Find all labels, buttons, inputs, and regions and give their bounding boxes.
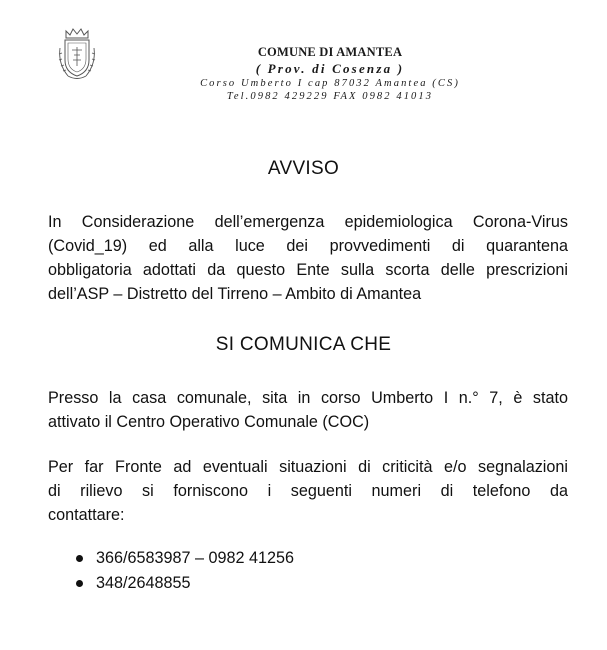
phone-number-list xyxy=(72,546,294,596)
contact-line: Per far Fronte ad eventuali situazioni di criticità e/o segnalazioni xyxy=(48,458,568,476)
coc-paragraph xyxy=(48,386,568,434)
contact-line: contattare: xyxy=(48,506,125,524)
address-line: Corso Umberto I cap 87032 Amantea (CS) xyxy=(200,78,460,89)
province-line: ( Prov. di Cosenza ) xyxy=(255,61,405,76)
notice-title: AVVISO xyxy=(267,158,340,179)
bullet-icon xyxy=(76,580,83,587)
intro-line: In Considerazione dell’emergenza epidemiologica Corona-Virus xyxy=(48,213,568,231)
phone-number: 348/2648855 xyxy=(96,574,191,592)
contact-line: di rilievo si forniscono i seguenti numeri di telefono da xyxy=(48,482,568,500)
letterhead xyxy=(160,44,500,103)
phone-fax-line: Tel.0982 429229 FAX 0982 41013 xyxy=(226,91,434,102)
municipal-coat-of-arms-icon xyxy=(54,26,100,84)
list-item xyxy=(72,571,294,596)
contact-paragraph xyxy=(48,455,568,527)
bullet-icon xyxy=(76,555,83,562)
municipality-name: COMUNE DI AMANTEA xyxy=(257,45,403,59)
intro-line: (Covid_19) ed alla luce dei provvedimenti di quarantena xyxy=(48,237,568,255)
phone-number: 366/6583987 – 0982 41256 xyxy=(96,549,295,567)
coc-line: attivato il Centro Operativo Comunale (COC) xyxy=(48,413,370,431)
list-item xyxy=(72,546,294,571)
notice-subtitle: SI COMUNICA CHE xyxy=(215,334,392,355)
intro-line: obbligatoria adottati da questo Ente sulla scorta delle prescrizioni xyxy=(48,261,568,279)
intro-paragraph xyxy=(48,210,568,306)
intro-line: dell’ASP – Distretto del Tirreno – Ambito di Amantea xyxy=(48,285,422,303)
coc-line: Presso la casa comunale, sita in corso Umberto I n.° 7, è stato xyxy=(48,389,568,407)
